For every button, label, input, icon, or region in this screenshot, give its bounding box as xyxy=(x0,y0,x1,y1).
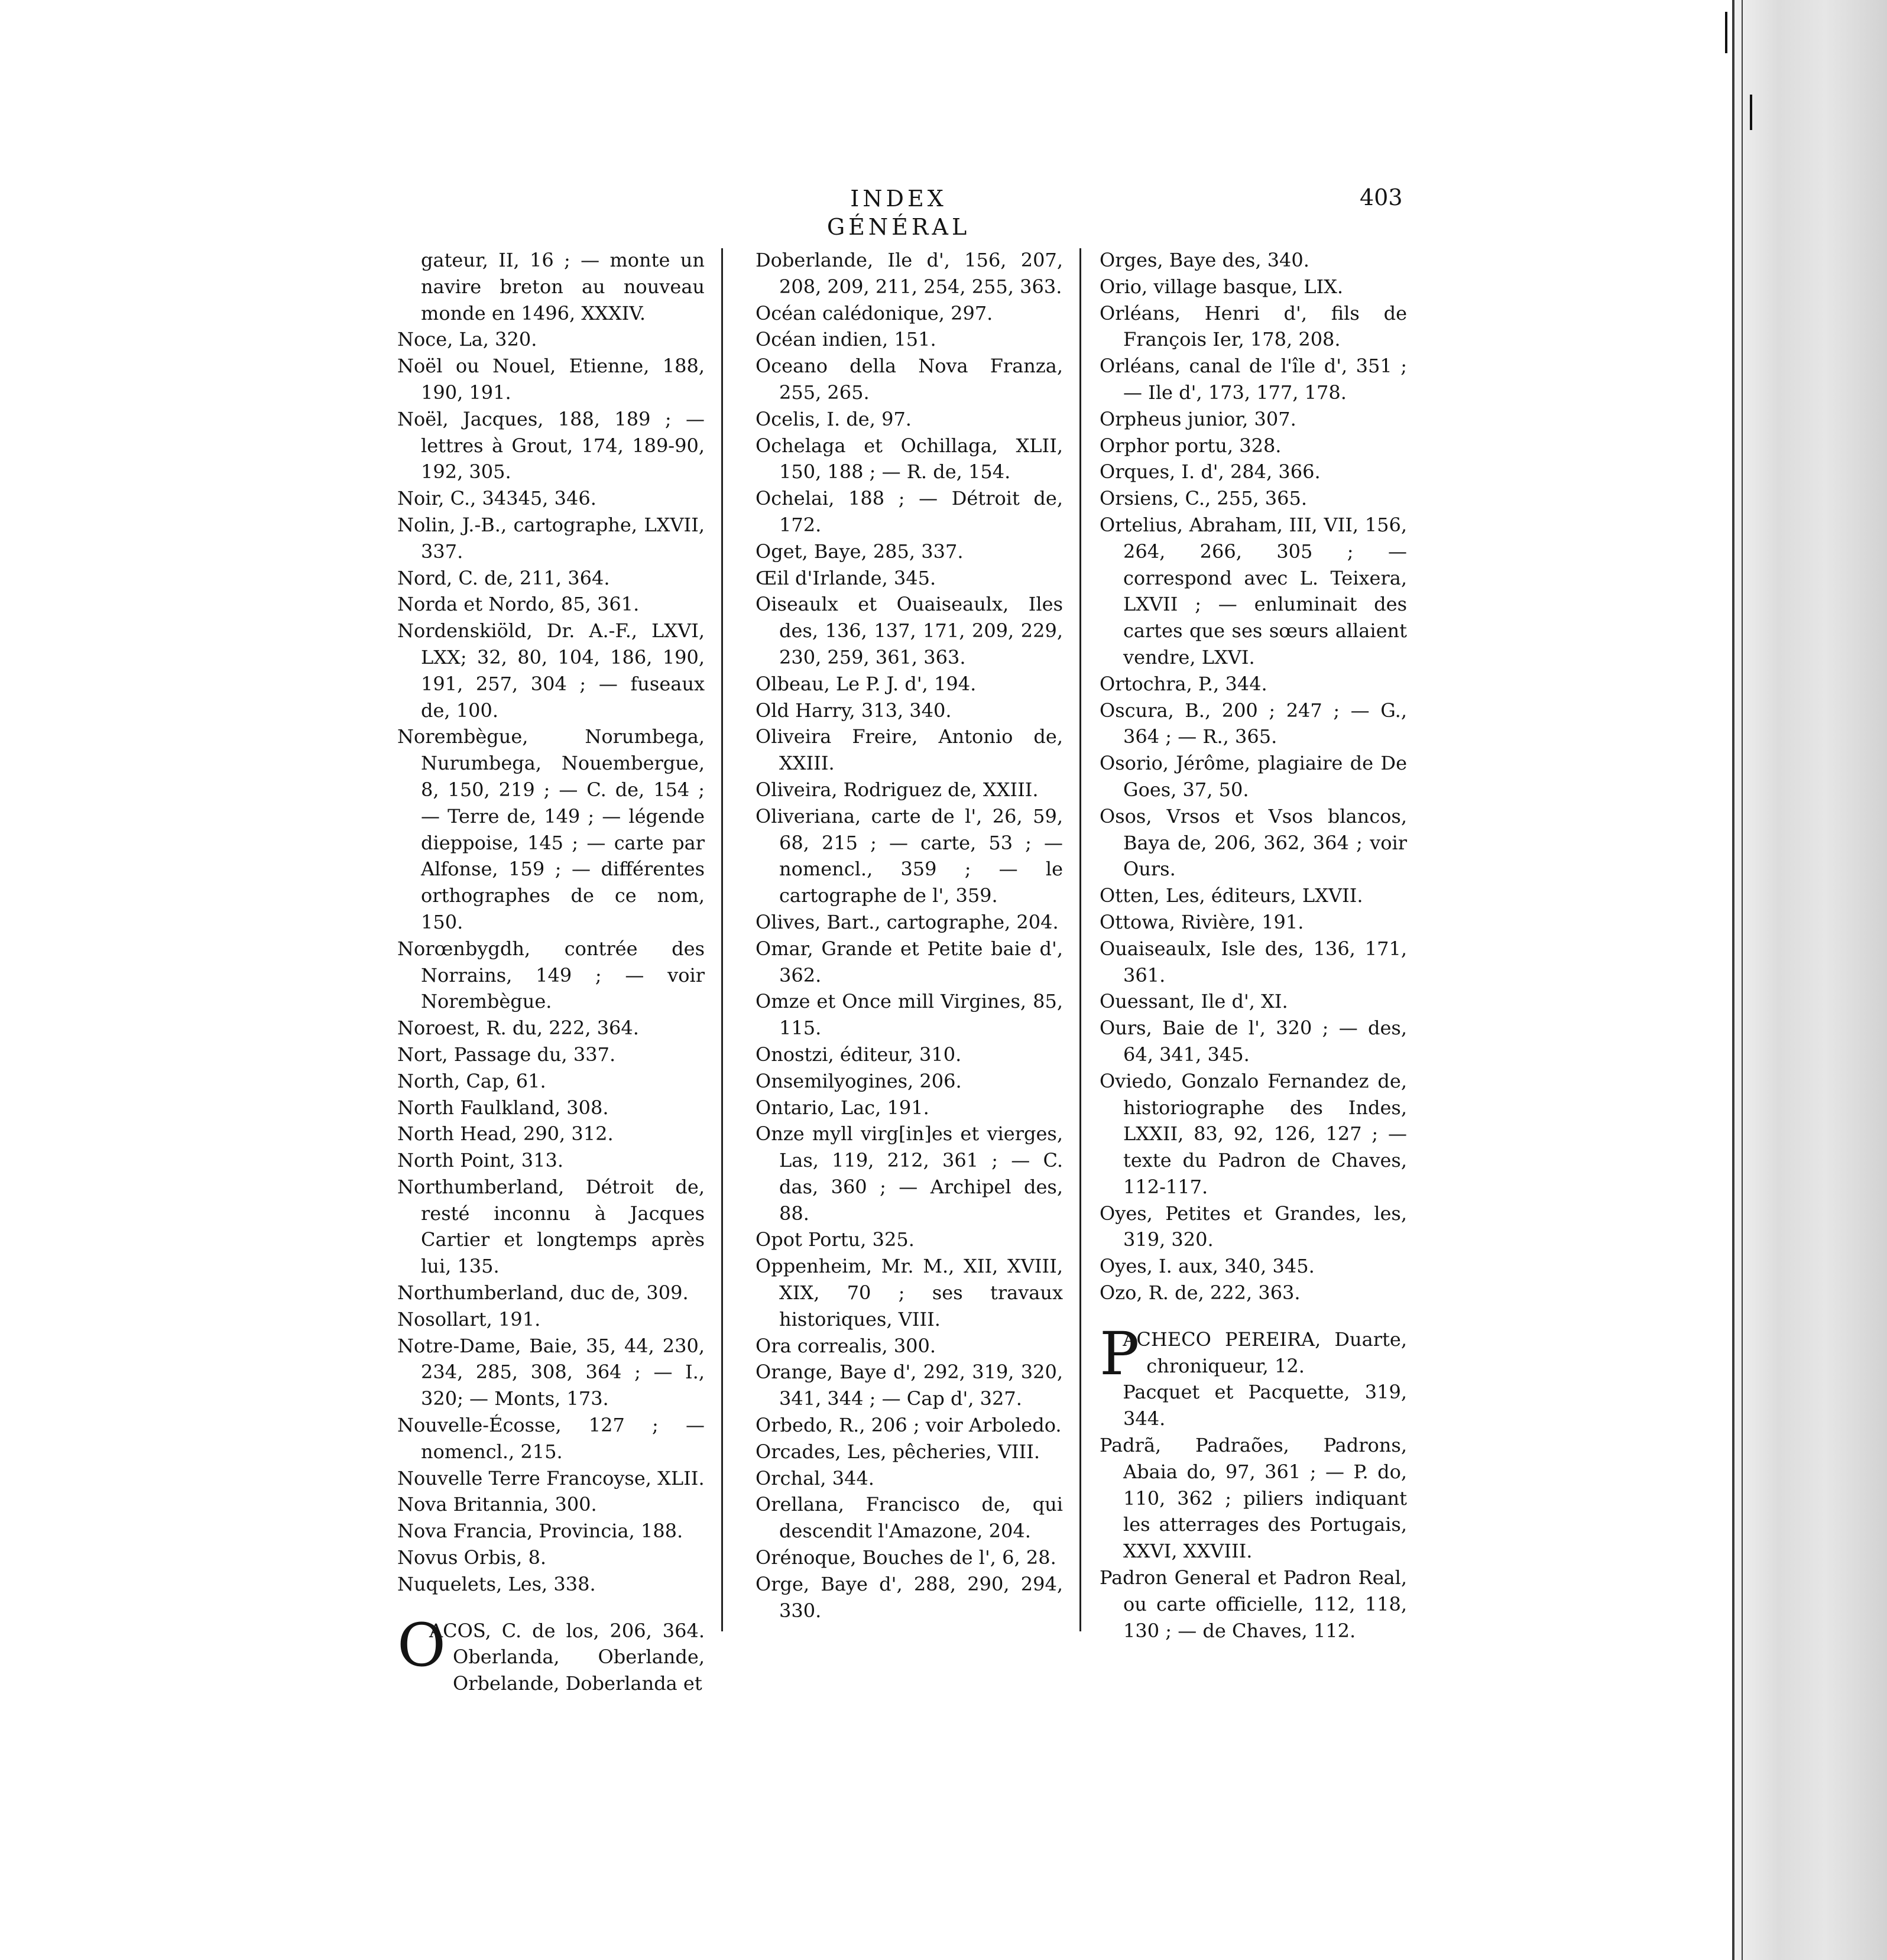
index-entry xyxy=(1100,459,1407,485)
index-entry-text: Orges, Baye des, 340. xyxy=(1100,249,1309,271)
index-entry xyxy=(397,723,705,935)
index-entry-text: Ontario, Lac, 191. xyxy=(756,1096,929,1119)
index-entry-text: Oget, Baye, 285, 337. xyxy=(756,540,964,563)
index-entry-text: Ours, Baie de l', 320 ; — des, 64, 341, 345. xyxy=(1100,1017,1407,1066)
index-entry-text: Orcades, Les, pêcheries, VIII. xyxy=(756,1440,1040,1463)
index-entry xyxy=(397,1491,705,1518)
index-entry xyxy=(1100,750,1407,803)
index-entry xyxy=(756,1121,1063,1226)
index-entry-text: Nova Francia, Provincia, 188. xyxy=(397,1520,683,1543)
index-entry xyxy=(756,1439,1063,1465)
index-entry xyxy=(1100,1379,1407,1432)
index-entry xyxy=(397,326,705,353)
index-entry-text: Noir, C., 34345, 346. xyxy=(397,487,596,510)
index-entry xyxy=(397,1610,705,1697)
index-entry xyxy=(1100,406,1407,433)
index-entry-text: Ortochra, P., 344. xyxy=(1100,672,1267,695)
index-entry xyxy=(1100,882,1407,909)
index-entry xyxy=(756,1253,1063,1332)
index-entry-text: Orio, village basque, LIX. xyxy=(1100,275,1344,298)
index-entry xyxy=(756,433,1063,486)
index-entry xyxy=(756,1359,1063,1412)
index-entry-text: Noroest, R. du, 222, 364. xyxy=(397,1017,639,1040)
running-header: INDEX GÉNÉRAL xyxy=(826,186,971,240)
index-entry xyxy=(756,591,1063,670)
index-entry-text: North, Cap, 61. xyxy=(397,1069,546,1092)
index-entry xyxy=(397,406,705,485)
index-entry xyxy=(397,591,705,618)
index-entry-text: Orsiens, C., 255, 365. xyxy=(1100,487,1308,510)
index-entry-text: Nouvelle Terre Francoyse, XLII. xyxy=(397,1466,705,1490)
index-entry-text: Nuquelets, Les, 338. xyxy=(397,1572,596,1595)
index-entry-text: Ozo, R. de, 222, 363. xyxy=(1100,1281,1301,1304)
index-entry xyxy=(1100,1015,1407,1068)
index-entry xyxy=(397,936,705,1015)
index-entry-text: Noël ou Nouel, Etienne, 188, 190, 191. xyxy=(397,355,705,404)
index-entry xyxy=(1100,1432,1407,1565)
index-entry xyxy=(397,1015,705,1041)
index-entry-text: Oyes, Petites et Grandes, les, 319, 320. xyxy=(1100,1202,1407,1251)
index-entry xyxy=(756,1095,1063,1121)
index-entry-text: North Point, 313. xyxy=(397,1149,563,1172)
index-entry xyxy=(397,353,705,406)
index-entry xyxy=(1100,1253,1407,1280)
index-entry xyxy=(397,1174,705,1280)
page-edge-line xyxy=(1742,0,1743,1960)
index-entry-text: Olbeau, Le P. J. d', 194. xyxy=(756,672,977,695)
index-entry-text: Orénoque, Bouches de l', 6, 28. xyxy=(756,1546,1056,1569)
index-entry xyxy=(397,1544,705,1571)
page-number: 403 xyxy=(1360,184,1403,210)
index-entry-text: Noce, La, 320. xyxy=(397,328,537,351)
index-entry-text: Orléans, canal de l'île d', 351 ; — Ile d', 173, 177, 178. xyxy=(1100,355,1407,404)
index-entry-text: Omar, Grande et Petite baie d', 362. xyxy=(756,937,1063,987)
index-entry xyxy=(1100,1565,1407,1644)
index-entry-text: Oceano della Nova Franza, 255, 265. xyxy=(756,355,1063,404)
index-entry-text: Onostzi, éditeur, 310. xyxy=(756,1043,962,1066)
index-entry-text: ACOS, C. de los, 206, 364. Oberlanda, Oberlande, Orbelande, Doberlanda et xyxy=(429,1619,705,1695)
index-entry xyxy=(756,1465,1063,1492)
page-edge-mark xyxy=(1750,95,1752,130)
index-entry-text: Orge, Baye d', 288, 290, 294, 330. xyxy=(756,1572,1063,1622)
index-entry-text: Olives, Bart., cartographe, 204. xyxy=(756,910,1059,933)
index-entry xyxy=(756,671,1063,697)
index-entry-text: Nord, C. de, 211, 364. xyxy=(397,566,610,589)
index-entry-text: Orellana, Francisco de, qui descendit l'Amazone, 204. xyxy=(756,1493,1063,1543)
index-entry xyxy=(756,406,1063,433)
index-entry-text: Osos, Vrsos et Vsos blancos, Baya de, 206, 362, 364 ; voir Ours. xyxy=(1100,804,1407,881)
index-entry xyxy=(397,1465,705,1492)
index-entry xyxy=(1100,300,1407,353)
index-entry-text: Oiseaulx et Ouaiseaulx, Iles des, 136, 137, 171, 209, 229, 230, 259, 361, 363. xyxy=(756,593,1063,669)
index-entry xyxy=(397,1306,705,1333)
index-entry-text: Onsemilyogines, 206. xyxy=(756,1069,962,1092)
index-entry-text: ACHECO PEREIRA, Duarte, chroniqueur, 12. xyxy=(1123,1328,1407,1377)
index-entry-text: Orpheus junior, 307. xyxy=(1100,407,1296,430)
index-entry xyxy=(1100,1280,1407,1306)
index-entry xyxy=(1100,247,1407,274)
index-entry-text: Norœnbygdh, contrée des Norrains, 149 ; — voir Norembègue. xyxy=(397,937,705,1013)
index-entry-text: Northumberland, Détroit de, resté inconnu à Jacques Cartier et longtemps après lui, 135. xyxy=(397,1175,705,1278)
index-entry-text: Omze et Once mill Virgines, 85, 115. xyxy=(756,990,1063,1040)
index-entry-text: Noël, Jacques, 188, 189 ; — lettres à Grout, 174, 189-90, 192, 305. xyxy=(397,407,705,483)
index-entry xyxy=(397,485,705,512)
index-column-1 xyxy=(397,247,705,1697)
index-entry xyxy=(1100,697,1407,751)
index-entry-text: Orléans, Henri d', fils de François Ier, 178, 208. xyxy=(1100,301,1407,351)
index-entry xyxy=(756,353,1063,406)
index-entry xyxy=(1100,274,1407,300)
index-entry xyxy=(1100,1319,1407,1388)
index-entry xyxy=(1100,671,1407,697)
index-entry-text: Orange, Baye d', 292, 319, 320, 341, 344 ; — Cap d', 327. xyxy=(756,1361,1063,1410)
index-entry-text: Orchal, 344. xyxy=(756,1466,874,1490)
index-entry xyxy=(756,1571,1063,1624)
index-entry xyxy=(756,247,1063,300)
index-entry-text: Novus Orbis, 8. xyxy=(397,1546,547,1569)
index-entry-text: Northumberland, duc de, 309. xyxy=(397,1281,689,1304)
index-entry-text: Oliveira, Rodriguez de, XXIII. xyxy=(756,778,1039,801)
index-entry xyxy=(756,565,1063,592)
index-entry-text: Oliveriana, carte de l', 26, 59, 68, 215 ; — carte, 53 ; — nomencl., 359 ; — le cartographe de l', 359. xyxy=(756,804,1063,907)
index-entry-text: Old Harry, 313, 340. xyxy=(756,699,952,722)
index-entry-text: Padrã, Padraões, Padrons, Abaia do, 97, 361 ; — P. do, 110, 362 ; piliers indiquant les atterrages des Portugais, XXVI, XXVIII. xyxy=(1100,1434,1407,1563)
index-entry-text: Otten, Les, éditeurs, LXVII. xyxy=(1100,884,1363,907)
index-entry xyxy=(1100,936,1407,989)
index-entry xyxy=(756,326,1063,353)
drop-cap-letter: P xyxy=(1100,1319,1140,1388)
index-column-2 xyxy=(756,247,1063,1624)
index-entry xyxy=(1100,1200,1407,1254)
index-entry-text: Notre-Dame, Baie, 35, 44, 230, 234, 285, 308, 364 ; — I., 320; — Monts, 173. xyxy=(397,1334,705,1410)
index-entry xyxy=(756,909,1063,936)
index-entry-text: Osorio, Jérôme, plagiaire de De Goes, 37, 50. xyxy=(1100,752,1407,801)
index-entry xyxy=(1100,353,1407,406)
index-entry-text: Ouaiseaulx, Isle des, 136, 171, 361. xyxy=(1100,937,1407,987)
index-entry-text: Oviedo, Gonzalo Fernandez de, historiographe des Indes, LXXII, 83, 92, 126, 127 ; — texte du Padron de Chaves, 112-117. xyxy=(1100,1069,1407,1198)
index-entry xyxy=(397,1041,705,1068)
index-entry-text: Œil d'Irlande, 345. xyxy=(756,566,936,589)
index-entry xyxy=(397,512,705,565)
index-entry-text: North Head, 290, 312. xyxy=(397,1122,614,1146)
index-entry xyxy=(756,777,1063,803)
index-entry-text: Oscura, B., 200 ; 247 ; — G., 364 ; — R., 365. xyxy=(1100,699,1407,748)
index-entry xyxy=(756,485,1063,538)
index-entry xyxy=(756,1544,1063,1571)
page-edge-shadow xyxy=(1732,0,1887,1960)
index-entry xyxy=(756,1226,1063,1253)
index-entry-text: Oyes, I. aux, 340, 345. xyxy=(1100,1255,1315,1278)
index-entry-text: Padron General et Padron Real, ou carte officielle, 112, 118, 130 ; — de Chaves, 112. xyxy=(1100,1566,1407,1642)
index-entry xyxy=(1100,433,1407,459)
index-entry-text: Norembègue, Norumbega, Nurumbega, Nouembergue, 8, 150, 219 ; — C. de, 154 ; — Terre de, 149 ; — légende dieppoise, 145 ; — carte par Alfonse, 159 ; — différentes orthographes de ce nom, 150. xyxy=(397,725,705,933)
index-entry xyxy=(756,1041,1063,1068)
index-entry xyxy=(397,1121,705,1147)
page-edge-mark xyxy=(1725,12,1727,53)
index-entry-text: Nort, Passage du, 337. xyxy=(397,1043,616,1066)
index-entry-text: Ortelius, Abraham, III, VII, 156, 264, 266, 305 ; — correspond avec L. Teixera, LXVII ; — enluminait des cartes que ses sœurs allaient vendre, LXVI. xyxy=(1100,513,1407,669)
index-entry-text: Nolin, J.-B., cartographe, LXVII, 337. xyxy=(397,513,705,563)
index-entry-text: Nouvelle-Écosse, 127 ; — nomencl., 215. xyxy=(397,1414,705,1463)
index-column-3 xyxy=(1100,247,1407,1644)
index-entry-text: Nosollart, 191. xyxy=(397,1307,541,1331)
index-entry-text: Ocelis, I. de, 97. xyxy=(756,407,912,430)
index-entry-text: Ochelai, 188 ; — Détroit de, 172. xyxy=(756,487,1063,536)
index-entry-text: Nova Britannia, 300. xyxy=(397,1493,597,1516)
index-entry xyxy=(756,803,1063,909)
index-entry xyxy=(756,1068,1063,1095)
index-entry xyxy=(1100,909,1407,936)
index-entry xyxy=(1100,988,1407,1015)
index-entry-text: Opot Portu, 325. xyxy=(756,1228,915,1251)
index-entry xyxy=(397,618,705,723)
index-entry xyxy=(1100,512,1407,671)
index-entry xyxy=(397,1518,705,1544)
index-entry xyxy=(756,697,1063,724)
index-entry xyxy=(756,988,1063,1041)
index-entry xyxy=(1100,485,1407,512)
index-entry-text: Océan indien, 151. xyxy=(756,328,936,351)
index-entry xyxy=(397,1147,705,1174)
index-entry xyxy=(397,1571,705,1598)
column-divider xyxy=(1079,248,1081,1631)
index-entry xyxy=(397,1412,705,1465)
index-entry-text: Ora correalis, 300. xyxy=(756,1334,936,1357)
index-entry-text: Oliveira Freire, Antonio de, XXIII. xyxy=(756,725,1063,775)
index-entry-text: Orbedo, R., 206 ; voir Arboledo. xyxy=(756,1414,1062,1437)
index-entry-text: Onze myll virg[in]es et vierges, Las, 119, 212, 361 ; — C. das, 360 ; — Archipel des, 88. xyxy=(756,1122,1063,1225)
index-entry xyxy=(756,300,1063,327)
index-entry xyxy=(756,1333,1063,1359)
index-entry-text: gateur, II, 16 ; — monte un navire breton au nouveau monde en 1496, XXXIV. xyxy=(421,249,705,324)
index-entry xyxy=(397,1280,705,1306)
index-entry xyxy=(397,1333,705,1412)
index-entry-text: Oppenheim, Mr. M., XII, XVIII, XIX, 70 ; ses travaux historiques, VIII. xyxy=(756,1255,1063,1331)
index-entry xyxy=(397,247,705,326)
drop-cap-letter: O xyxy=(397,1610,446,1680)
index-entry xyxy=(397,1068,705,1095)
page-edge-line xyxy=(1732,0,1734,1960)
index-entry xyxy=(397,565,705,592)
index-entry-text: Orphor portu, 328. xyxy=(1100,434,1282,457)
index-entry-text: North Faulkland, 308. xyxy=(397,1096,609,1119)
index-entry-text: Ochelaga et Ochillaga, XLII, 150, 188 ; — R. de, 154. xyxy=(756,434,1063,483)
index-entry-text: Norda et Nordo, 85, 361. xyxy=(397,593,640,616)
column-divider xyxy=(721,248,723,1631)
index-entry-text: Pacquet et Pacquette, 319, 344. xyxy=(1123,1381,1407,1430)
index-entry xyxy=(397,1095,705,1121)
index-entry xyxy=(1100,803,1407,882)
index-entry xyxy=(756,723,1063,777)
index-entry-text: Ouessant, Ile d', XI. xyxy=(1100,990,1288,1013)
index-entry-text: Doberlande, Ile d', 156, 207, 208, 209, 211, 254, 255, 363. xyxy=(756,249,1063,298)
index-entry xyxy=(756,1412,1063,1439)
index-entry-text: Orques, I. d', 284, 366. xyxy=(1100,460,1321,483)
index-entry xyxy=(1100,1068,1407,1200)
index-entry-text: Ottowa, Rivière, 191. xyxy=(1100,910,1304,933)
index-entry xyxy=(756,538,1063,565)
index-entry xyxy=(756,936,1063,989)
index-entry-text: Océan calédonique, 297. xyxy=(756,301,993,324)
index-entry-text: Nordenskiöld, Dr. A.-F., LXVI, LXX; 32, 80, 104, 186, 190, 191, 257, 304 ; — fuseaux de, 100. xyxy=(397,619,705,722)
index-entry xyxy=(756,1491,1063,1544)
